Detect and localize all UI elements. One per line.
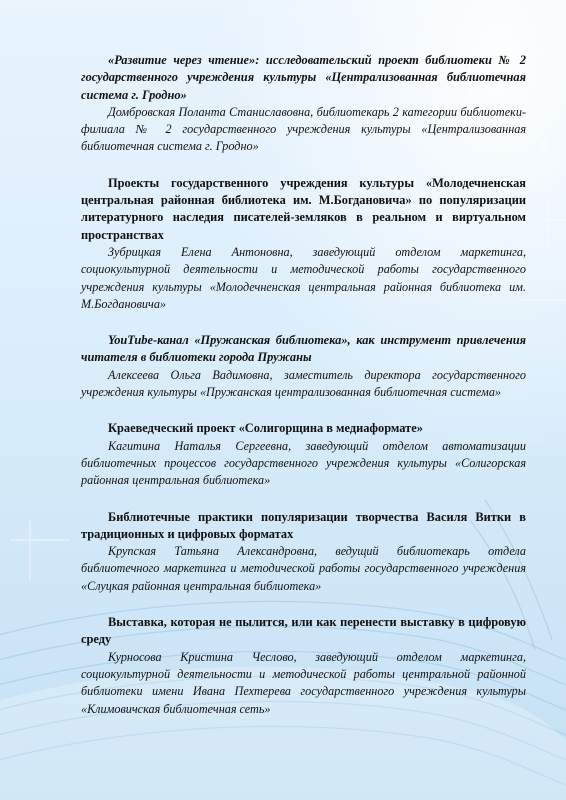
report-title: Краеведческий проект «Солигорщина в медиаформате» [108, 421, 423, 436]
report-author: Кагитина Наталья Сергеевна, заведующий отделом автоматизации библиотечных процессов государственного учреждения культуры «Солигорская районная центральная библиотека» [81, 438, 526, 488]
report-author: Крупская Татьяна Александровна, ведущий библиотекарь отдела библиотечного маркетинга и методической работы государственного учреждения «Слуцкая районная центральная библиотека» [81, 544, 526, 593]
report-entry-2 [81, 175, 526, 313]
report-title: YouTube-канал «Пружанская библиотека», как инструмент привлечения читателя в библиотеки города Пружаны [81, 333, 526, 365]
document-page [81, 52, 526, 737]
report-author: Курносова Кристина Чеслово, заведующий отделом маркетинга, социокультурной деятельности и методической работы центральной районной библиотеки имени Ивана Пехтерева государственного учреждения культуры «Климовичская библиотечная сеть» [81, 649, 526, 716]
report-entry-1 [81, 52, 526, 156]
report-author: Зубрицкая Елена Антоновна, заведующий отделом маркетинга, социокультурной деятельности и методической работы государственного учреждения культуры «Молодечненская центральная районная библиотека им. М.Богдановича» [81, 244, 526, 311]
report-author: Алексеева Ольга Вадимовна, заместитель директора государственного учреждения культуры «Пружанская централизованная библиотечная система» [81, 367, 526, 400]
report-title: Библиотечные практики популяризации творчества Василя Витки в традиционных и цифровых форматах [81, 509, 526, 541]
report-title: «Развитие через чтение»: исследовательский проект библиотеки № 2 государственного учреждения культуры «Централизованная библиотечная система г. Гродно» [81, 53, 526, 102]
report-entry-6 [81, 614, 526, 718]
report-title: Выставка, которая не пылится, или как перенести выставку в цифровую среду [81, 615, 526, 647]
report-title: Проекты государственного учреждения культуры «Молодечненская центральная районная библиотека им. М.Богдановича» по популяризации литературного наследия писателей-земляков в реальном и виртуальном пространствах [81, 175, 526, 242]
report-author: Домбровская Поланта Станиславовна, библиотекарь 2 категории библиотеки-филиала № 2 государственного учреждения культуры «Централизованная библиотечная система г. Гродно» [81, 104, 526, 154]
report-entry-3 [81, 332, 526, 401]
report-entry-4 [81, 420, 526, 489]
report-entry-5 [81, 509, 526, 595]
